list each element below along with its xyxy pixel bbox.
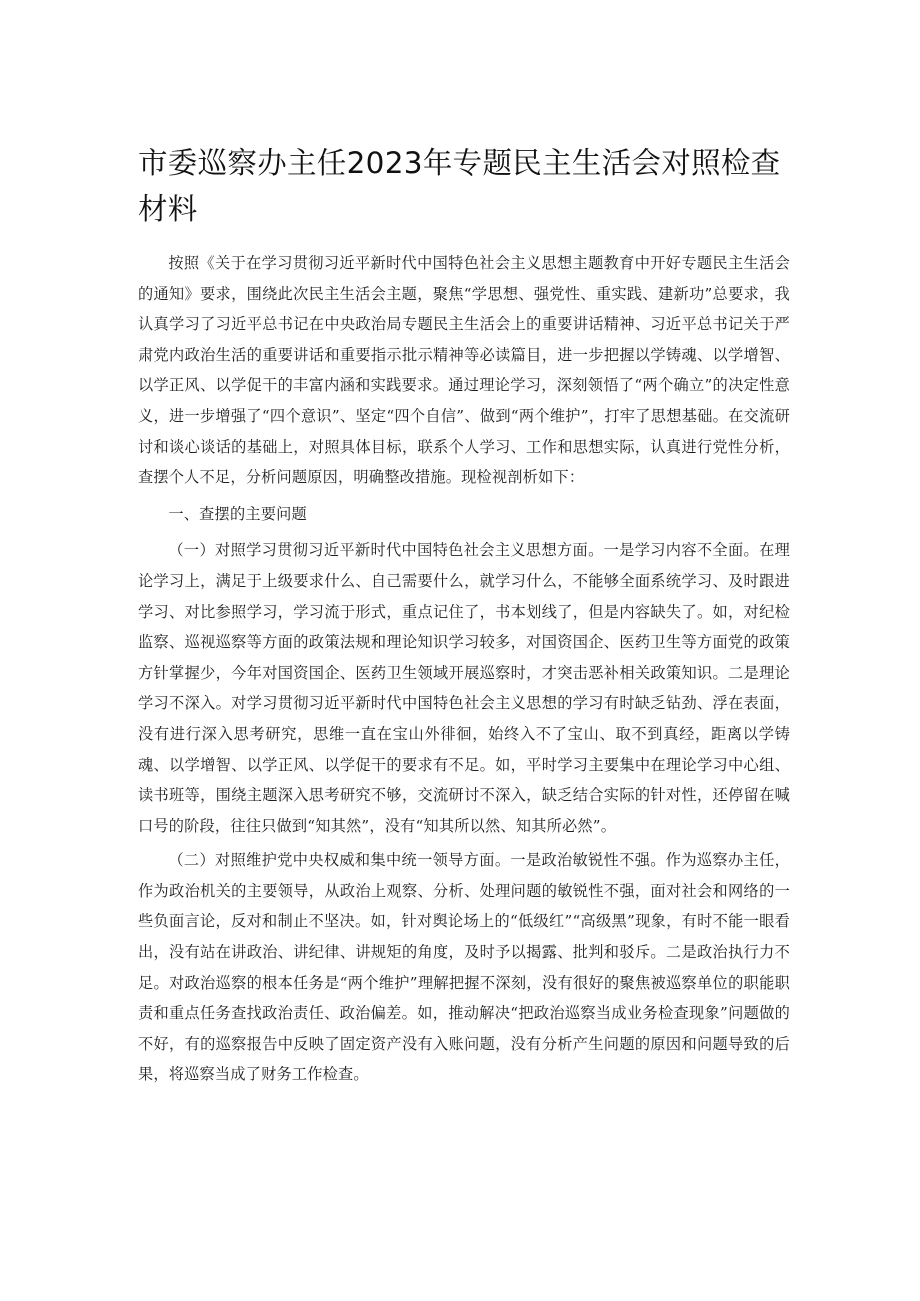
- intro-paragraph: 按照《关于在学习贯彻习近平新时代中国特色社会主义思想主题教育中开好专题民主生活会的通知》要求，围绕此次民主生活会主题，聚焦“学思想、强党性、重实践、建新功”总要求，我认真学习了习近平总书记在中央政治局专题民主生活会上的重要讲话精神、习近平总书记关于严肃党内政治生活的重要讲话和重要指示批示精神等必读篇目，进一步把握以学铸魂、以学增智、以学正风、以学促干的丰富内涵和实践要求。通过理论学习，深刻领悟了“两个确立”的决定性意义，进一步增强了“四个意识”、坚定“四个自信”、做到“两个维护”，打牢了思想基础。在交流研讨和谈心谈话的基础上，对照具体目标，联系个人学习、工作和思想实际，认真进行党性分析，查摆个人不足，分析问题原因，明确整改措施。现检视剖析如下：: [138, 254, 790, 487]
- document-body: [138, 248, 790, 1090]
- section-heading-1: 一、查摆的主要问题: [168, 504, 307, 523]
- document-title: 市委巡察办主任2023年专题民主生活会对照检查材料: [138, 146, 781, 226]
- problem-item-1: （一）对照学习贯彻习近平新时代中国特色社会主义思想方面。一是学习内容不全面。在理论学习上，满足于上级要求什么、自己需要什么，就学习什么，不能够全面系统学习、及时跟进学习、对比参照学习，学习流于形式，重点记住了，书本划线了，但是内容缺失了。如，对纪检监察、巡视巡察等方面的政策法规和理论知识学习较多，对国资国企、医药卫生等方面党的政策方针掌握少，今年对国资国企、医药卫生领域开展巡察时，才突击恶补相关政策知识。二是理论学习不深入。对学习贯彻习近平新时代中国特色社会主义思想的学习有时缺乏钻劲、浮在表面，没有进行深入思考研究，思维一直在宝山外徘徊，始终入不了宝山、取不到真经，距离以学铸魂、以学增智、以学正风、以学促干的要求有不足。如，平时学习主要集中在理论学习中心组、读书班等，围绕主题深入思考研究不够，交流研讨不深入，缺乏结合实际的针对性，还停留在喊口号的阶段，往往只做到“知其然”，没有“知其所以然、知其所必然”。: [138, 541, 790, 835]
- problem-item-2: （二）对照维护党中央权威和集中统一领导方面。一是政治敏锐性不强。作为巡察办主任，作为政治机关的主要领导，从政治上观察、分析、处理问题的敏锐性不强，面对社会和网络的一些负面言论，反对和制止不坚决。如，针对舆论场上的“低级红”“高级黑”现象，有时不能一眼看出，没有站在讲政治、讲纪律、讲规矩的角度，及时予以揭露、批判和驳斥。二是政治执行力不足。对政治巡察的根本任务是“两个维护”理解把握不深刻，没有很好的聚焦被巡察单位的职能职责和重点任务查找政治责任、政治偏差。如，推动解决“把政治巡察当成业务检查现象”问题做的不好，有的巡察报告中反映了固定资产没有入账问题，没有分析产生问题的原因和问题导致的后果，将巡察当成了财务工作检查。: [138, 851, 790, 1084]
